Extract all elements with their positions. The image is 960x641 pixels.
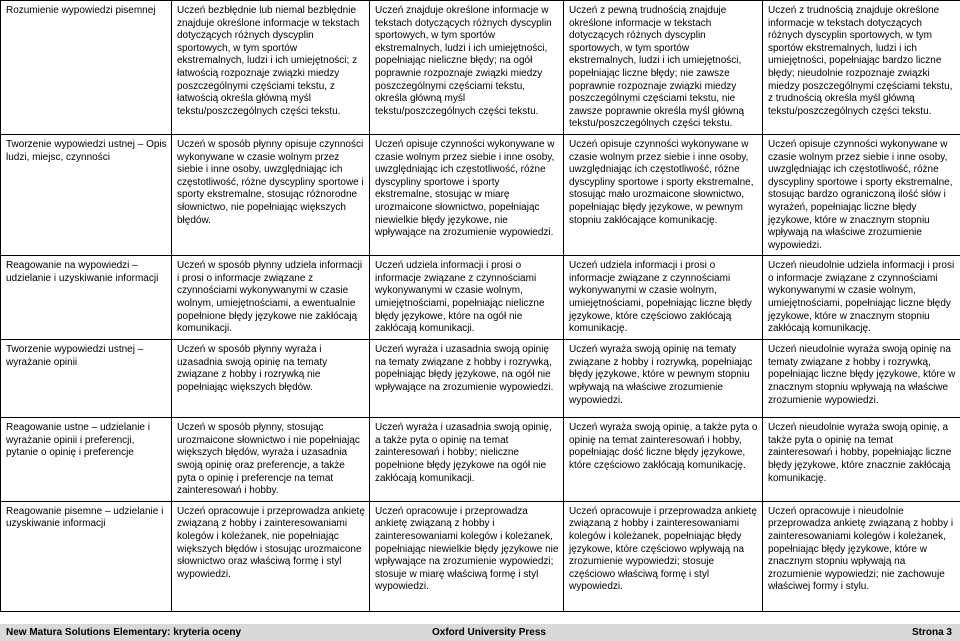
criteria-cell: Uczeń opracowuje i przeprowadza ankietę związaną z hobby i zainteresowaniami kolegów i koleżanek, popełniając niewielkie błędy językowe nie wpływające na zrozumienie wypowiedzi; stosuje w miarę właściwą formę i styl wypowiedzi. bbox=[370, 501, 564, 611]
table-row bbox=[1, 501, 960, 611]
criteria-cell: Uczeń znajduje określone informacje w tekstach dotyczących różnych dyscyplin sportowych, w tym sportów ekstremalnych, ludzi i ich umiejętności, popełniając nieliczne błędy; na ogół poprawnie rozpoznaje związki miedzy poszczególnymi częściami tekstu, określa główną myśl tekstu/poszczególnych części tekstu. bbox=[370, 1, 564, 135]
table-row bbox=[1, 134, 960, 255]
criteria-cell: Uczeń nieudolnie udziela informacji i prosi o informacje związane z czynnościami wykonywanymi w czasie wolnym, umiejętnościami, popełniając liczne błędy językowe, które w znacznym stopniu zakłócają komunikację. bbox=[763, 256, 960, 340]
skill-label: Reagowanie na wypowiedzi – udzielanie i uzyskiwanie informacji bbox=[1, 256, 172, 340]
criteria-cell: Uczeń wyraża i uzasadnia swoją opinię na tematy związane z hobby i rozrywką, popełniając błędy językowe, na ogół nie wpływające na zrozumienie wypowiedzi. bbox=[370, 340, 564, 418]
skill-label: Tworzenie wypowiedzi ustnej – wyrażanie opinii bbox=[1, 340, 172, 418]
page-number: Strona 3 bbox=[911, 627, 952, 638]
criteria-cell: Uczeń opracowuje i przeprowadza ankietę związaną z hobby i zainteresowaniami kolegów i koleżanek, nie popełniając większych błędów i stosując urozmaicone słownictwo oraz właściwą formę i styl wypowiedzi. bbox=[172, 501, 370, 611]
skill-label: Reagowanie pisemne – udzielanie i uzyskiwanie informacji bbox=[1, 501, 172, 611]
criteria-cell: Uczeń opisuje czynności wykonywane w czasie wolnym przez siebie i inne osoby, uwzględniając ich częstotliwość, różne dyscypliny sportowe i sporty ekstremalne, stosując bardzo ograniczoną ilość słów i wyrażeń, popełniając liczne błędy językowe, które w znacznym stopniu wpływają na właściwe zrozumienie wypowiedzi. bbox=[763, 134, 960, 255]
skill-label: Reagowanie ustne – udzielanie i wyrażanie opinii i preferencji, pytanie o opinię i preferencje bbox=[1, 418, 172, 502]
criteria-cell: Uczeń nieudolnie wyraża swoją opinię, a także pyta o opinię na temat zainteresowań i hobby, popełniając liczne błędy językowe, które znacznie zakłócają komunikację. bbox=[763, 418, 960, 502]
criteria-cell: Uczeń nieudolnie wyraża swoją opinię na tematy związane z hobby i rozrywką, popełniając liczne błędy językowe, które w znacznym stopniu wpływają na właściwe zrozumienie wypowiedzi. bbox=[763, 340, 960, 418]
criteria-cell: Uczeń w sposób płynny opisuje czynności wykonywane w czasie wolnym przez siebie i inne osoby, uwzględniając ich częstotliwość, różne dyscypliny sportowe i sporty ekstremalne, stosując różnorodne słownictwo, nie popełniając większych błędów. bbox=[172, 134, 370, 255]
page-footer bbox=[0, 624, 960, 641]
footer-title: New Matura Solutions Elementary: kryteria oceny bbox=[6, 627, 242, 638]
criteria-cell: Uczeń z trudnością znajduje określone informacje w tekstach dotyczących różnych dyscyplin sportowych, w tym sportów ekstremalnych, ludzi i ich umiejętności, popełniając bardzo liczne błędy; nieudolnie rozpoznaje związki miedzy poszczególnymi częściami tekstu, z trudnością określa myśl główną tekstu/poszczególnych części tekstu. bbox=[763, 1, 960, 135]
criteria-cell: Uczeń opracowuje i przeprowadza ankietę związaną z hobby i zainteresowaniami kolegów i koleżanek, popełniając błędy językowe, które częściowo wpływają na zrozumienie wypowiedzi; stosuje częściowo właściwą formę i styl wypowiedzi. bbox=[564, 501, 763, 611]
criteria-cell: Uczeń w sposób płynny, stosując urozmaicone słownictwo i nie popełniając większych błędów, wyraża i uzasadnia swoją opinię oraz preferencje, a także pyta o opinię i preferencje na temat zainteresowań i hobby. bbox=[172, 418, 370, 502]
skill-label: Tworzenie wypowiedzi ustnej – Opis ludzi, miejsc, czynności bbox=[1, 134, 172, 255]
criteria-cell: Uczeń w sposób płynny wyraża i uzasadnia swoją opinię na tematy związane z hobby i rozrywką nie popełniając większych błędów. bbox=[172, 340, 370, 418]
criteria-cell: Uczeń opisuje czynności wykonywane w czasie wolnym przez siebie i inne osoby, uwzględniając ich częstotliwość, różne dyscypliny sportowe i sporty ekstremalne, stosując w miarę urozmaicone słownictwo, popełniając niewielkie błędy językowe, nie wpływające na zrozumienie wypowiedzi. bbox=[370, 134, 564, 255]
criteria-cell: Uczeń wyraża swoją opinię, a także pyta o opinię na temat zainteresowań i hobby, popełniając dość liczne błędy językowe, które częściowo zakłócają komunikację. bbox=[564, 418, 763, 502]
criteria-cell: Uczeń w sposób płynny udziela informacji i prosi o informacje związane z czynnościami wykonywanymi w czasie wolnym, umiejętnościami, a ewentualnie popełnione błędy językowe nie zakłócają komunikacji. bbox=[172, 256, 370, 340]
criteria-cell: Uczeń bezbłędnie lub niemal bezbłędnie znajduje określone informacje w tekstach dotyczących różnych dyscyplin sportowych, w tym sportów ekstremalnych, ludzi i ich umiejętności; z łatwością rozpoznaje związki miedzy poszczególnymi częściami tekstu, z łatwością określa główną myśl tekstu/poszczególnych części tekstu. bbox=[172, 1, 370, 135]
criteria-cell: Uczeń opracowuje i nieudolnie przeprowadza ankietę związaną z hobby i zainteresowaniami kolegów i koleżanek, popełniając błędy językowe, które w znacznym stopniu wpływają na zrozumienie wypowiedzi; nie zachowuje właściwej formy i stylu. bbox=[763, 501, 960, 611]
table-row bbox=[1, 340, 960, 418]
table-row bbox=[1, 1, 960, 135]
criteria-cell: Uczeń wyraża i uzasadnia swoją opinię, a także pyta o opinię na temat zainteresowań i hobby; nieliczne popełnione błędy językowe na ogół nie zakłócają komunikacji. bbox=[370, 418, 564, 502]
criteria-cell: Uczeń opisuje czynności wykonywane w czasie wolnym przez siebie i inne osoby, uwzględniając ich częstotliwość, różne dyscypliny sportowe i sporty ekstremalne, stosując mało urozmaicone słownictwo, popełniając błędy językowe, w pewnym stopniu zakłócające komunikację. bbox=[564, 134, 763, 255]
criteria-cell: Uczeń udziela informacji i prosi o informacje związane z czynnościami wykonywanymi w czasie wolnym, umiejętnościami, popełniając liczne błędy językowe, które częściowo zakłócają komunikację. bbox=[564, 256, 763, 340]
footer-publisher: Oxford University Press bbox=[432, 627, 546, 638]
table-row bbox=[1, 418, 960, 502]
criteria-cell: Uczeń z pewną trudnością znajduje określone informacje w tekstach dotyczących różnych dyscyplin sportowych, w tym sportów ekstremalnych, ludzi i ich umiejętności, popełniając liczne błędy; nie zawsze poprawnie rozpoznaje związki miedzy poszczególnymi częściami tekstu, nie zawsze poprawnie określa myśl główną tekstu/poszczególnych części tekstu. bbox=[564, 1, 763, 135]
skill-label: Rozumienie wypowiedzi pisemnej bbox=[1, 1, 172, 135]
table-row bbox=[1, 256, 960, 340]
criteria-cell: Uczeń wyraża swoją opinię na tematy związane z hobby i rozrywką, popełniając błędy językowe, które w pewnym stopniu wpływają na właściwe zrozumienie wypowiedzi. bbox=[564, 340, 763, 418]
criteria-cell: Uczeń udziela informacji i prosi o informacje związane z czynnościami wykonywanymi w czasie wolnym, umiejętnościami, popełniając nieliczne błędy językowe, które na ogół nie zakłócają komunikacji. bbox=[370, 256, 564, 340]
